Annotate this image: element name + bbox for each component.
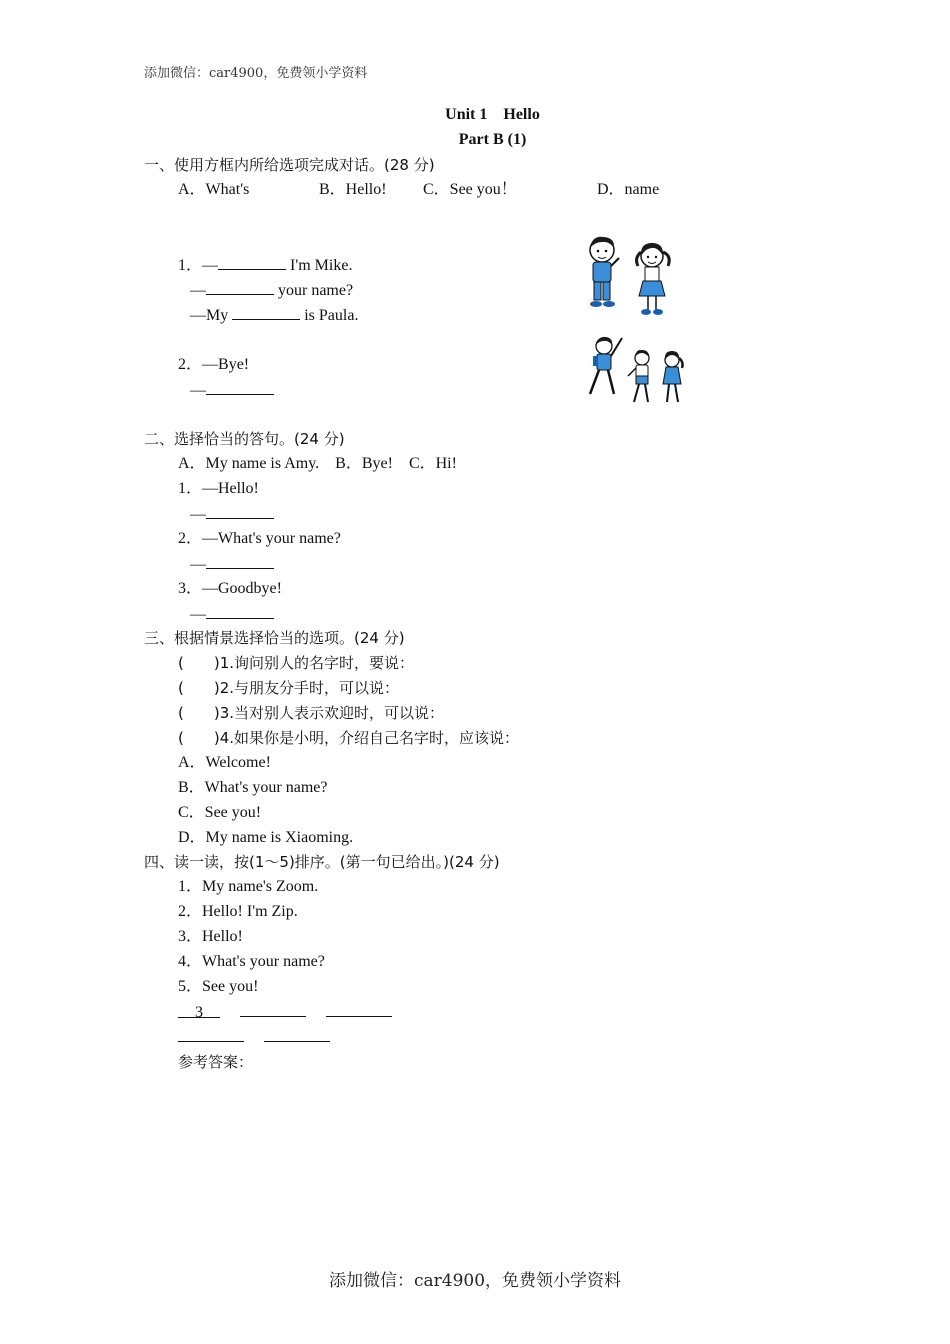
- answer-blank[interactable]: [206, 280, 274, 295]
- answer-label: 参考答案：: [178, 1053, 254, 1071]
- dash: —: [190, 382, 206, 399]
- s1-q1-text: is Paula.: [300, 307, 359, 324]
- s4-item-4: 4．What's your name?: [178, 953, 325, 970]
- answer-blank[interactable]: [218, 255, 286, 270]
- s3-item-1: ( )1.询问别人的名字时，要说：: [178, 654, 415, 672]
- footer-note: 添加微信：car4900，免费领小学资料: [328, 1271, 622, 1291]
- s3-option-b: B．What's your name?: [178, 779, 328, 796]
- kids-greeting-illustration: [582, 232, 682, 324]
- section1-option-b: B．Hello!: [319, 181, 387, 198]
- s1-q1-line3: [190, 305, 358, 326]
- s1-q1-line1: [178, 255, 352, 276]
- answer-blank[interactable]: [206, 604, 274, 619]
- s2-q3: 3．—Goodbye!: [178, 580, 282, 597]
- kids-goodbye-illustration: [584, 332, 690, 408]
- s4-order-row-2: [178, 1027, 330, 1048]
- s1-q1-line2: [190, 280, 353, 301]
- dash: —: [190, 556, 206, 573]
- section1-heading: 一、使用方框内所给选项完成对话。(28 分): [144, 156, 435, 174]
- unit-title: Unit 1 Hello: [445, 106, 540, 123]
- section1-option-a: A．What's: [178, 181, 250, 198]
- answer-blank[interactable]: [326, 1002, 392, 1017]
- answer-blank[interactable]: [240, 1002, 306, 1017]
- answer-blank[interactable]: [206, 380, 274, 395]
- answer-blank[interactable]: [264, 1027, 330, 1042]
- s1-q1-number: 1．: [178, 257, 203, 274]
- section1-option-c: C．See you！: [423, 181, 517, 198]
- dash: —: [202, 257, 219, 274]
- s4-item-1: 1．My name's Zoom.: [178, 878, 319, 895]
- s4-item-3: 3．Hello!: [178, 928, 243, 945]
- s3-option-c: C．See you!: [178, 804, 262, 821]
- answer-blank[interactable]: [232, 305, 300, 320]
- part-title: Part B (1): [458, 131, 527, 148]
- s1-q1-text: your name?: [274, 282, 354, 299]
- section2-heading: 二、选择恰当的答句。(24 分): [144, 430, 345, 448]
- section2-options: A．My name is Amy. B．Bye! C．Hi!: [178, 455, 457, 472]
- s3-item-4: ( )4.如果你是小明，介绍自己名字时，应该说：: [178, 729, 520, 747]
- s3-option-a: A．Welcome!: [178, 754, 271, 771]
- dash: —: [190, 606, 206, 623]
- s3-item-3: ( )3.当对别人表示欢迎时，可以说：: [178, 704, 445, 722]
- answer-blank[interactable]: [206, 554, 274, 569]
- s4-order-row-1: [178, 1002, 392, 1023]
- s3-item-2: ( )2.与朋友分手时，可以说：: [178, 679, 400, 697]
- s2-a1: [190, 504, 274, 525]
- dash: —My: [190, 307, 233, 324]
- dash: —: [190, 506, 206, 523]
- s1-q2-text: —Bye!: [202, 356, 250, 373]
- header-note: 添加微信：car4900，免费领小学资料: [144, 66, 368, 81]
- s1-q2-line1: [178, 355, 249, 375]
- given-answer: 3: [178, 1003, 220, 1018]
- s2-a2: [190, 554, 274, 575]
- dash: —: [190, 282, 206, 299]
- s2-q2: 2．—What's your name?: [178, 530, 341, 547]
- s2-q1: 1．—Hello!: [178, 480, 259, 497]
- s4-item-5: 5．See you!: [178, 978, 259, 995]
- s1-q2-number: 2．: [178, 356, 203, 373]
- s1-q1-text: I'm Mike.: [286, 257, 353, 274]
- s2-a3: [190, 604, 274, 625]
- s1-q2-line2: [190, 380, 274, 401]
- section3-heading: 三、根据情景选择恰当的选项。(24 分): [144, 629, 405, 647]
- answer-blank[interactable]: [178, 1027, 244, 1042]
- answer-blank[interactable]: [206, 504, 274, 519]
- s4-item-2: 2．Hello! I'm Zip.: [178, 903, 298, 920]
- s3-option-d: D．My name is Xiaoming.: [178, 829, 354, 846]
- section4-heading: 四、读一读，按(1～5)排序。(第一句已给出。)(24 分): [144, 853, 500, 871]
- section1-option-d: D．name: [597, 181, 660, 198]
